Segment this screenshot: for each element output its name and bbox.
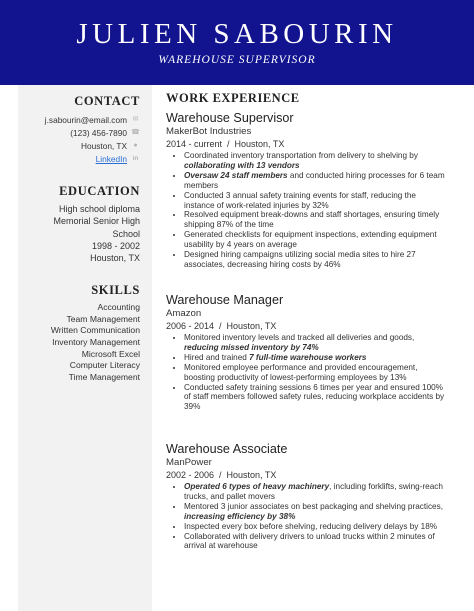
- contact-phone: [12, 127, 140, 140]
- job-meta: 2006 - 2014 / Houston, TX: [166, 321, 277, 331]
- job-bullet: • Resolved equipment break-downs and staff shortages, ensuring timely shipping 87% of the time: [184, 210, 446, 230]
- skill-item: Accounting: [97, 302, 140, 313]
- job-bullet: • Generated checklists for equipment inspections, extending equipment usability by 4 years on average: [184, 230, 446, 250]
- job-bullet: • Mentored 3 junior associates on best packaging and shelving practices, increasing efficiency by 38%: [184, 502, 446, 522]
- contact-linkedin[interactable]: [12, 152, 140, 165]
- education-degree: High school diploma: [58, 204, 140, 215]
- education-heading: EDUCATION: [59, 184, 140, 199]
- job-title: Warehouse Manager: [166, 293, 284, 307]
- job-bullet: • Collaborated with delivery drivers to unload trucks within 2 minutes of arrival at warehouse: [184, 532, 446, 552]
- job-bullet: • Hired and trained 7 full-time warehouse workers: [184, 353, 446, 363]
- main-content: [166, 91, 446, 551]
- job-bullet: • Operated 6 types of heavy machinery, including forklifts, swing-reach trucks, and pallet movers: [184, 482, 446, 502]
- job-bullet: • Coordinated inventory transportation from delivery to shelving by collaborating with 13 vendors: [184, 151, 446, 171]
- job-company: ManPower: [166, 457, 212, 468]
- job-bullet: • Conducted safety training sessions 6 times per year and ensured 100% of staff members followed safety rules, reducing workplace accidents by 39%: [184, 383, 446, 413]
- education-school: Memorial Senior High: [53, 216, 140, 227]
- job-entry: [166, 111, 446, 270]
- skills-heading: SKILLS: [91, 283, 140, 298]
- contact-phone-text: (123) 456-7890: [70, 128, 127, 139]
- job-title: Warehouse Associate: [166, 442, 288, 456]
- experience-heading: WORK EXPERIENCE: [166, 91, 300, 105]
- skill-item: Written Communication: [50, 325, 140, 336]
- job-company: Amazon: [166, 308, 202, 319]
- job-meta: 2002 - 2006 / Houston, TX: [166, 470, 277, 480]
- job-bullets: [166, 333, 446, 412]
- skill-item: Team Management: [66, 313, 140, 324]
- job-bullets: [166, 151, 446, 270]
- skill-item: Inventory Management: [52, 336, 140, 347]
- skill-item: Time Management: [68, 371, 140, 382]
- contact-location: [12, 140, 140, 153]
- education-school-cont: School: [112, 228, 140, 239]
- job-entry: [166, 442, 446, 551]
- sidebar: [18, 85, 152, 611]
- skill-item: Microsoft Excel: [81, 348, 140, 359]
- job-bullet: • Conducted 3 annual safety training events for staff, reducing the instance of work-related injuries by 32%: [184, 191, 446, 211]
- job-entry: [166, 293, 446, 412]
- job-bullet: • Oversaw 24 staff members and conducted hiring processes for 6 team members: [184, 171, 446, 191]
- job-bullet: • Designed hiring campaigns utilizing social media sites to hire 27 associates, decreasing hiring costs by 46%: [184, 250, 446, 270]
- skill-item: Computer Literacy: [69, 360, 140, 371]
- candidate-name: JULIEN SABOURIN: [76, 18, 398, 50]
- envelope-icon: ✉: [132, 116, 139, 124]
- contact-heading: CONTACT: [74, 94, 140, 108]
- candidate-title: WAREHOUSE SUPERVISOR: [158, 54, 316, 66]
- job-company: MakerBot Industries: [166, 126, 252, 137]
- contact-email-text: j.sabourin@email.com: [44, 115, 127, 126]
- linkedin-icon: in: [132, 154, 139, 162]
- education-location: Houston, TX: [90, 253, 140, 263]
- location-pin-icon: ●: [133, 141, 138, 149]
- job-bullet: • Monitored inventory levels and tracked all deliveries and goods, reducing missed inventory by 74%: [184, 333, 446, 353]
- contact-email: [12, 114, 140, 127]
- education-dates: 1998 - 2002: [91, 240, 140, 251]
- job-bullet: • Monitored employee performance and provided encouragement, boosting productivity of lowest-performing employees by 13%: [184, 363, 446, 383]
- contact-location-text: Houston, TX: [81, 140, 127, 151]
- job-meta: 2014 - current / Houston, TX: [166, 139, 285, 149]
- job-bullet: • Inspected every box before shelving, reducing delivery delays by 18%: [184, 522, 446, 532]
- linkedin-link[interactable]: LinkedIn: [95, 153, 127, 164]
- resume-header: [0, 0, 474, 85]
- job-title: Warehouse Supervisor: [166, 111, 294, 125]
- job-bullets: [166, 482, 446, 551]
- phone-icon: ☎: [131, 129, 140, 137]
